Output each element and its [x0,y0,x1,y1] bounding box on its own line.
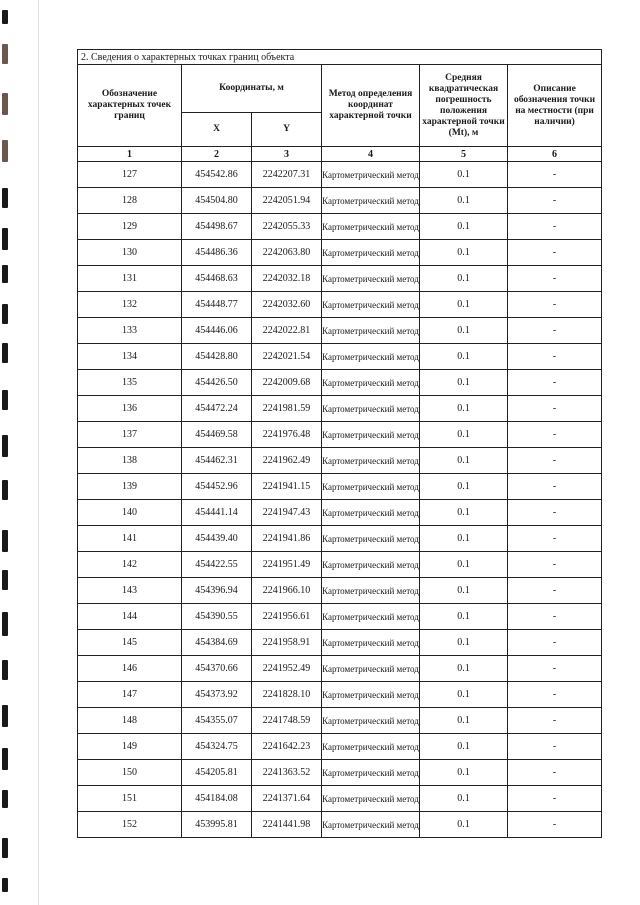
error-cell: 0.1 [420,630,508,656]
x-coordinate-cell: 454448.77 [182,292,252,318]
error-cell: 0.1 [420,734,508,760]
description-cell: - [508,682,602,708]
y-coordinate-cell: 2241962.49 [252,448,322,474]
header-description: Описание обозначения точки на местности (при наличии) [508,65,602,147]
method-cell: Картометрический метод [322,760,420,786]
description-cell: - [508,214,602,240]
point-id-cell: 135 [78,370,182,396]
description-cell: - [508,448,602,474]
method-cell: Картометрический метод [322,396,420,422]
table-row [78,422,602,448]
y-coordinate-cell: 2241642.23 [252,734,322,760]
col-number: 2 [182,147,252,162]
table-row [78,188,602,214]
error-cell: 0.1 [420,708,508,734]
header-designation: Обозначение характерных точек границ [78,65,182,147]
point-id-cell: 143 [78,578,182,604]
point-id-cell: 139 [78,474,182,500]
error-cell: 0.1 [420,682,508,708]
table-row [78,578,602,604]
description-cell: - [508,552,602,578]
description-cell: - [508,500,602,526]
method-cell: Картометрический метод [322,188,420,214]
description-cell: - [508,318,602,344]
description-cell: - [508,786,602,812]
x-coordinate-cell: 454542.86 [182,162,252,188]
point-id-cell: 151 [78,786,182,812]
y-coordinate-cell: 2241951.49 [252,552,322,578]
method-cell: Картометрический метод [322,682,420,708]
y-coordinate-cell: 2241958.91 [252,630,322,656]
description-cell: - [508,474,602,500]
description-cell: - [508,292,602,318]
y-coordinate-cell: 2242032.18 [252,266,322,292]
table-row [78,240,602,266]
description-cell: - [508,266,602,292]
point-id-cell: 147 [78,682,182,708]
y-coordinate-cell: 2242032.60 [252,292,322,318]
section-title: 2. Сведения о характерных точках границ объекта [78,50,602,65]
header-y: Y [252,113,322,147]
x-coordinate-cell: 454462.31 [182,448,252,474]
table-row [78,292,602,318]
description-cell: - [508,396,602,422]
description-cell: - [508,630,602,656]
description-cell: - [508,656,602,682]
table-row [78,812,602,838]
method-cell: Картометрический метод [322,812,420,838]
description-cell: - [508,526,602,552]
x-coordinate-cell: 454472.24 [182,396,252,422]
method-cell: Картометрический метод [322,656,420,682]
col-number: 1 [78,147,182,162]
table-row [78,318,602,344]
method-cell: Картометрический метод [322,630,420,656]
point-id-cell: 150 [78,760,182,786]
error-cell: 0.1 [420,500,508,526]
header-method: Метод определения координат характерной точки [322,65,420,147]
y-coordinate-cell: 2242022.81 [252,318,322,344]
header-x: X [182,113,252,147]
method-cell: Картометрический метод [322,344,420,370]
point-id-cell: 140 [78,500,182,526]
x-coordinate-cell: 454446.06 [182,318,252,344]
y-coordinate-cell: 2241748.59 [252,708,322,734]
table-row [78,396,602,422]
error-cell: 0.1 [420,422,508,448]
method-cell: Картометрический метод [322,786,420,812]
description-cell: - [508,240,602,266]
error-cell: 0.1 [420,604,508,630]
table-row [78,630,602,656]
table-row [78,500,602,526]
description-cell: - [508,370,602,396]
y-coordinate-cell: 2242055.33 [252,214,322,240]
table-row [78,682,602,708]
method-cell: Картометрический метод [322,266,420,292]
error-cell: 0.1 [420,162,508,188]
description-cell: - [508,422,602,448]
x-coordinate-cell: 454370.66 [182,656,252,682]
x-coordinate-cell: 454504.80 [182,188,252,214]
error-cell: 0.1 [420,448,508,474]
point-id-cell: 148 [78,708,182,734]
y-coordinate-cell: 2241981.59 [252,396,322,422]
y-coordinate-cell: 2241441.98 [252,812,322,838]
x-coordinate-cell: 453995.81 [182,812,252,838]
method-cell: Картометрический метод [322,162,420,188]
method-cell: Картометрический метод [322,526,420,552]
y-coordinate-cell: 2242051.94 [252,188,322,214]
y-coordinate-cell: 2241952.49 [252,656,322,682]
point-id-cell: 141 [78,526,182,552]
table-row [78,162,602,188]
point-id-cell: 129 [78,214,182,240]
error-cell: 0.1 [420,474,508,500]
header-error: Средняя квадратическая погрешность положения характерной точки (Mt), м [420,65,508,147]
table-row [78,344,602,370]
method-cell: Картометрический метод [322,604,420,630]
description-cell: - [508,188,602,214]
y-coordinate-cell: 2241976.48 [252,422,322,448]
method-cell: Картометрический метод [322,500,420,526]
description-cell: - [508,162,602,188]
point-id-cell: 136 [78,396,182,422]
y-coordinate-cell: 2242021.54 [252,344,322,370]
y-coordinate-cell: 2242009.68 [252,370,322,396]
point-id-cell: 131 [78,266,182,292]
table-row [78,474,602,500]
binder-marks [2,0,18,905]
x-coordinate-cell: 454441.14 [182,500,252,526]
error-cell: 0.1 [420,578,508,604]
point-id-cell: 134 [78,344,182,370]
error-cell: 0.1 [420,240,508,266]
table-body [78,162,602,838]
x-coordinate-cell: 454324.75 [182,734,252,760]
col-number: 6 [508,147,602,162]
y-coordinate-cell: 2242207.31 [252,162,322,188]
x-coordinate-cell: 454396.94 [182,578,252,604]
method-cell: Картометрический метод [322,292,420,318]
method-cell: Картометрический метод [322,708,420,734]
error-cell: 0.1 [420,786,508,812]
description-cell: - [508,708,602,734]
col-number: 3 [252,147,322,162]
method-cell: Картометрический метод [322,734,420,760]
y-coordinate-cell: 2241941.86 [252,526,322,552]
method-cell: Картометрический метод [322,474,420,500]
table-row [78,370,602,396]
x-coordinate-cell: 454428.80 [182,344,252,370]
method-cell: Картометрический метод [322,214,420,240]
table-row [78,214,602,240]
col-number: 4 [322,147,420,162]
method-cell: Картометрический метод [322,422,420,448]
description-cell: - [508,734,602,760]
header-coordinates: Координаты, м [182,65,322,113]
x-coordinate-cell: 454469.58 [182,422,252,448]
x-coordinate-cell: 454355.07 [182,708,252,734]
error-cell: 0.1 [420,318,508,344]
table-row [78,708,602,734]
point-id-cell: 137 [78,422,182,448]
x-coordinate-cell: 454468.63 [182,266,252,292]
sheet-edge [38,0,39,905]
y-coordinate-cell: 2241966.10 [252,578,322,604]
x-coordinate-cell: 454390.55 [182,604,252,630]
x-coordinate-cell: 454422.55 [182,552,252,578]
boundary-points-table [77,49,602,838]
table-row [78,604,602,630]
x-coordinate-cell: 454439.40 [182,526,252,552]
error-cell: 0.1 [420,526,508,552]
table-row [78,266,602,292]
error-cell: 0.1 [420,266,508,292]
point-id-cell: 133 [78,318,182,344]
table-row [78,734,602,760]
x-coordinate-cell: 454498.67 [182,214,252,240]
table-row [78,760,602,786]
x-coordinate-cell: 454452.96 [182,474,252,500]
method-cell: Картометрический метод [322,370,420,396]
point-id-cell: 149 [78,734,182,760]
y-coordinate-cell: 2241363.52 [252,760,322,786]
error-cell: 0.1 [420,370,508,396]
point-id-cell: 132 [78,292,182,318]
method-cell: Картометрический метод [322,448,420,474]
error-cell: 0.1 [420,812,508,838]
description-cell: - [508,604,602,630]
table-row [78,448,602,474]
description-cell: - [508,344,602,370]
error-cell: 0.1 [420,292,508,318]
point-id-cell: 145 [78,630,182,656]
point-id-cell: 144 [78,604,182,630]
point-id-cell: 130 [78,240,182,266]
table-row [78,786,602,812]
x-coordinate-cell: 454373.92 [182,682,252,708]
method-cell: Картометрический метод [322,552,420,578]
y-coordinate-cell: 2241828.10 [252,682,322,708]
error-cell: 0.1 [420,552,508,578]
method-cell: Картометрический метод [322,578,420,604]
y-coordinate-cell: 2242063.80 [252,240,322,266]
method-cell: Картометрический метод [322,318,420,344]
x-coordinate-cell: 454426.50 [182,370,252,396]
y-coordinate-cell: 2241371.64 [252,786,322,812]
table-row [78,656,602,682]
col-number: 5 [420,147,508,162]
point-id-cell: 142 [78,552,182,578]
y-coordinate-cell: 2241956.61 [252,604,322,630]
description-cell: - [508,812,602,838]
error-cell: 0.1 [420,396,508,422]
y-coordinate-cell: 2241941.15 [252,474,322,500]
x-coordinate-cell: 454205.81 [182,760,252,786]
y-coordinate-cell: 2241947.43 [252,500,322,526]
error-cell: 0.1 [420,214,508,240]
error-cell: 0.1 [420,760,508,786]
description-cell: - [508,578,602,604]
x-coordinate-cell: 454384.69 [182,630,252,656]
point-id-cell: 152 [78,812,182,838]
description-cell: - [508,760,602,786]
point-id-cell: 146 [78,656,182,682]
point-id-cell: 138 [78,448,182,474]
error-cell: 0.1 [420,656,508,682]
x-coordinate-cell: 454486.36 [182,240,252,266]
table-row [78,552,602,578]
error-cell: 0.1 [420,188,508,214]
error-cell: 0.1 [420,344,508,370]
point-id-cell: 127 [78,162,182,188]
table-row [78,526,602,552]
point-id-cell: 128 [78,188,182,214]
x-coordinate-cell: 454184.08 [182,786,252,812]
method-cell: Картометрический метод [322,240,420,266]
